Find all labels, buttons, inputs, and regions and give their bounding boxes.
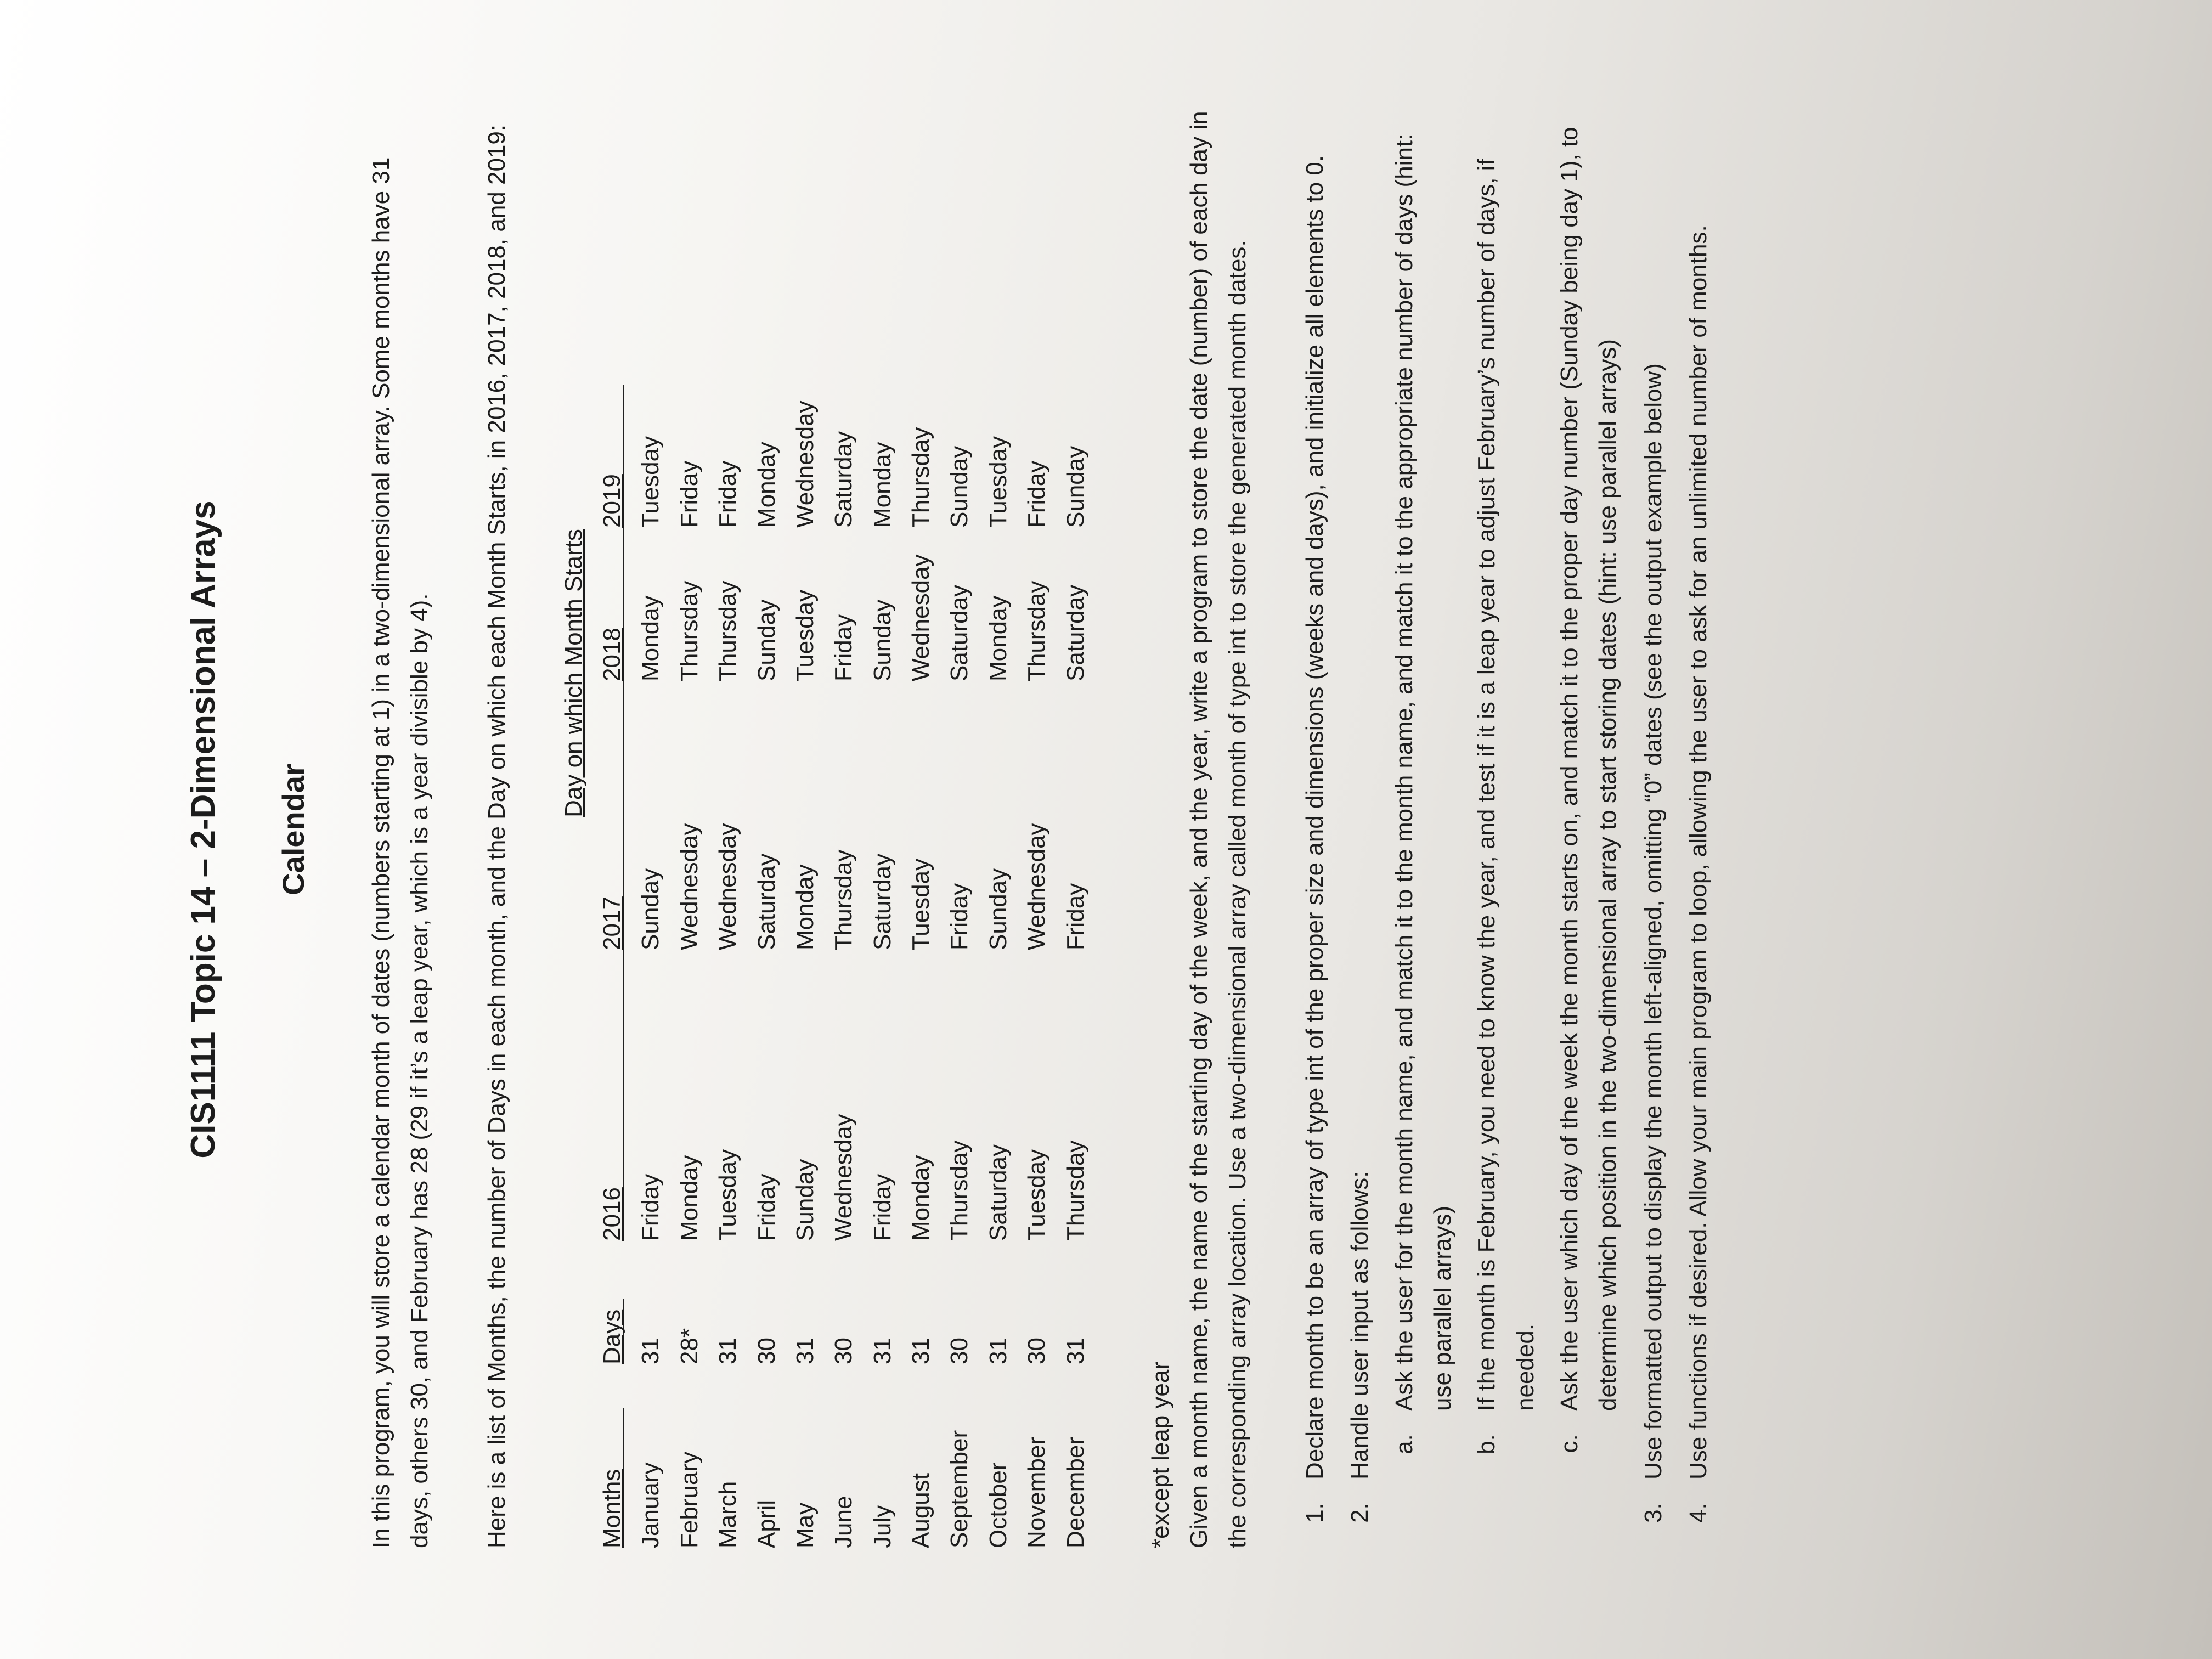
month-cell: July <box>868 1505 896 1548</box>
step-item <box>1679 111 1718 1496</box>
weekday-cell: Friday <box>830 614 857 681</box>
step-text: Declare month to be an array of type int of the proper size and dimensions (weeks and days), and initialize all elements to 0. <box>1301 155 1328 1480</box>
weekday-cell: Friday <box>868 1173 896 1241</box>
step-text: Use formatted output to display the month left-aligned, omitting “0” dates (see the output example below) <box>1639 363 1667 1480</box>
step-text: Use functions if desired. Allow your main program to loop, allowing the user to ask for an unlimited number of months. <box>1685 225 1712 1480</box>
weekday-cell: Tuesday <box>907 858 935 950</box>
month-cell: October <box>984 1462 1012 1548</box>
weekday-cell: Wednesday <box>714 823 742 950</box>
weekday-cell: Friday <box>637 1173 664 1241</box>
weekday-cell: Saturday <box>868 853 896 950</box>
year-2017-header: 2017 <box>598 896 625 950</box>
weekday-cell: Friday <box>753 1173 780 1241</box>
weekday-cell: Thursday <box>1062 1140 1089 1241</box>
weekday-cell: Monday <box>753 442 780 528</box>
substep-text: Ask the user for the month name, and match it to the month name, and match it to the appropriate number of days (hint: use parallel arrays) <box>1390 133 1456 1411</box>
weekday-cell: Thursday <box>1023 580 1051 681</box>
days-cell: 31 <box>637 1338 664 1364</box>
leap-year-footnote: *except leap year <box>1147 1362 1174 1548</box>
weekday-cell: Monday <box>637 595 664 681</box>
weekday-cell: Thursday <box>675 580 703 681</box>
steps-list <box>1296 111 1718 1548</box>
weekday-cell: Saturday <box>1062 584 1089 681</box>
substep-item <box>1550 111 1628 1427</box>
days-cell: 31 <box>1062 1338 1089 1364</box>
weekday-cell: Wednesday <box>830 1114 857 1241</box>
weekday-cell: Tuesday <box>1023 1149 1051 1241</box>
weekday-cell: Tuesday <box>791 589 819 681</box>
intro-paragraph: In this program, you will store a calendar month of dates (numbers starting at 1) in a two-dimensional array. Some months have 31 days, others 30, and February has 28 (29 if it’s a leap year, which is a year divisible by 4). <box>367 157 433 1548</box>
substep-text: If the month is February, you need to know the year, and test if it is a leap year to adjust February’s number of days, if needed. <box>1473 159 1539 1411</box>
start-day-span-header: Day on which Month Starts <box>560 529 587 817</box>
substep-text: Ask the user which day of the week the month starts on, and match it to the proper day number (Sunday being day 1), to determine which position in the two-dimensional array to start storing dates (hint: use parallel arrays) <box>1556 127 1622 1411</box>
weekday-cell: Friday <box>946 883 973 950</box>
weekday-cell: Monday <box>675 1155 703 1241</box>
weekday-cell: Sunday <box>637 868 664 950</box>
month-cell: March <box>714 1481 742 1548</box>
weekday-cell: Sunday <box>984 868 1012 950</box>
year-2018-header: 2018 <box>598 628 625 681</box>
month-cell: November <box>1023 1437 1051 1548</box>
weekday-cell: Saturday <box>984 1144 1012 1241</box>
step-item <box>1296 111 1334 1496</box>
weekday-cell: Thursday <box>830 849 857 950</box>
step-item <box>1634 111 1673 1496</box>
days-header: Days <box>598 1309 625 1364</box>
month-cell: August <box>907 1473 935 1548</box>
document-subtitle: Calendar <box>276 764 311 895</box>
year-2016-column <box>593 1114 1095 1241</box>
days-cell: 31 <box>791 1338 819 1364</box>
month-table <box>555 111 1174 1548</box>
weekday-cell: Saturday <box>830 431 857 528</box>
list-intro-paragraph: Here is a list of Months, the number of Days in each month, and the Day on which each Month Starts, in 2016, 2017, 2018, and 2019: <box>483 124 510 1548</box>
month-cell: June <box>830 1496 857 1548</box>
days-column <box>593 1310 1095 1364</box>
weekday-cell: Sunday <box>946 445 973 528</box>
weekday-cell: Friday <box>1062 883 1089 950</box>
weekday-cell: Sunday <box>753 599 780 681</box>
substep-item <box>1385 111 1463 1427</box>
month-cell: September <box>946 1430 973 1548</box>
month-cell: April <box>753 1499 780 1548</box>
weekday-cell: Monday <box>868 442 896 528</box>
weekday-cell: Tuesday <box>714 1149 742 1241</box>
weekday-cell: Thursday <box>714 580 742 681</box>
step-text: Handle user input as follows: <box>1346 1171 1374 1480</box>
document-page <box>44 12 2157 1647</box>
year-2016-header: 2016 <box>598 1187 625 1241</box>
days-cell: 30 <box>830 1338 857 1364</box>
weekday-cell: Saturday <box>946 584 973 681</box>
weekday-cell: Tuesday <box>637 436 664 528</box>
weekday-cell: Monday <box>984 595 1012 681</box>
document-title: CIS1111 Topic 14 – 2-Dimensional Arrays <box>184 500 222 1159</box>
month-cell: February <box>675 1451 703 1548</box>
days-cell: 30 <box>1023 1338 1051 1364</box>
weekday-cell: Wednesday <box>791 400 819 528</box>
month-cell: January <box>637 1462 664 1548</box>
year-2017-column <box>593 823 1095 950</box>
days-cell: 28* <box>675 1328 703 1364</box>
substeps-list <box>1385 111 1628 1480</box>
weekday-cell: Thursday <box>946 1140 973 1241</box>
days-cell: 30 <box>946 1338 973 1364</box>
weekday-cell: Friday <box>714 460 742 528</box>
weekday-cell: Tuesday <box>984 436 1012 528</box>
month-cell: May <box>791 1502 819 1548</box>
weekday-cell: Thursday <box>907 427 935 528</box>
weekday-cell: Friday <box>1023 460 1051 528</box>
months-header: Months <box>598 1469 625 1548</box>
days-cell: 30 <box>753 1338 780 1364</box>
months-column <box>593 1430 1095 1548</box>
task-paragraph: Given a month name, the name of the starting day of the week, and the year, write a program to store the date (number) of each day in the corresponding array location. Use a two-dimensional array called month of type int to store the generated month dates. <box>1185 111 1251 1548</box>
year-2018-column <box>593 554 1095 681</box>
weekday-cell: Sunday <box>868 599 896 681</box>
month-cell: December <box>1062 1437 1089 1548</box>
days-cell: 31 <box>907 1338 935 1364</box>
weekday-cell: Saturday <box>753 853 780 950</box>
days-cell: 31 <box>714 1338 742 1364</box>
weekday-cell: Wednesday <box>907 554 935 681</box>
weekday-cell: Monday <box>907 1155 935 1241</box>
weekday-cell: Friday <box>675 460 703 528</box>
weekday-cell: Wednesday <box>675 823 703 950</box>
substep-item <box>1468 111 1545 1427</box>
weekday-cell: Sunday <box>1062 445 1089 528</box>
weekday-cell: Wednesday <box>1023 823 1051 950</box>
step-item <box>1341 111 1628 1496</box>
year-2019-column <box>593 400 1095 528</box>
year-2019-header: 2019 <box>598 474 625 528</box>
weekday-cell: Monday <box>791 864 819 950</box>
days-cell: 31 <box>984 1338 1012 1364</box>
weekday-cell: Sunday <box>791 1159 819 1241</box>
days-cell: 31 <box>868 1338 896 1364</box>
